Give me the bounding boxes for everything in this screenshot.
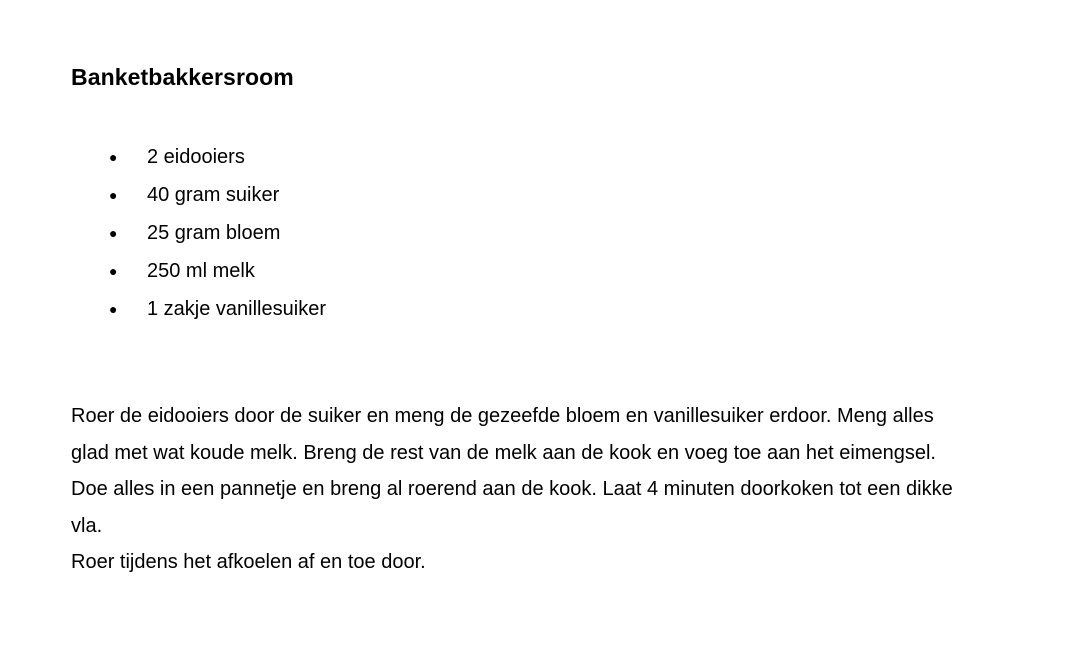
ingredient-text: 25 gram bloem [147,222,281,244]
instructions-paragraph [71,398,1021,581]
instruction-line: vla. [71,514,103,537]
ingredient-text: 250 ml melk [147,260,255,282]
instruction-line: Roer de eidooiers door de suiker en meng de gezeefde bloem en vanillesuiker erdoor. Meng alles [71,405,934,427]
bullet-icon: ● [109,301,118,317]
bullet-icon: ● [109,225,118,241]
ingredient-text: 40 gram suiker [147,184,280,206]
recipe-title: Banketbakkersroom [71,64,294,90]
instruction-line: glad met wat koude melk. Breng de rest van de melk aan de kook en voeg toe aan het eimengsel. [71,441,936,464]
bullet-icon: ● [109,187,118,203]
bullet-icon: ● [109,263,118,279]
ingredient-text: 2 eidooiers [147,146,245,168]
ingredient-text: 1 zakje vanillesuiker [147,298,326,320]
instruction-line: Doe alles in een pannetje en breng al roerend aan de kook. Laat 4 minuten doorkoken tot een dikke [71,478,953,500]
bullet-icon: ● [109,149,118,165]
instruction-line: Roer tijdens het afkoelen af en toe door. [71,551,426,573]
